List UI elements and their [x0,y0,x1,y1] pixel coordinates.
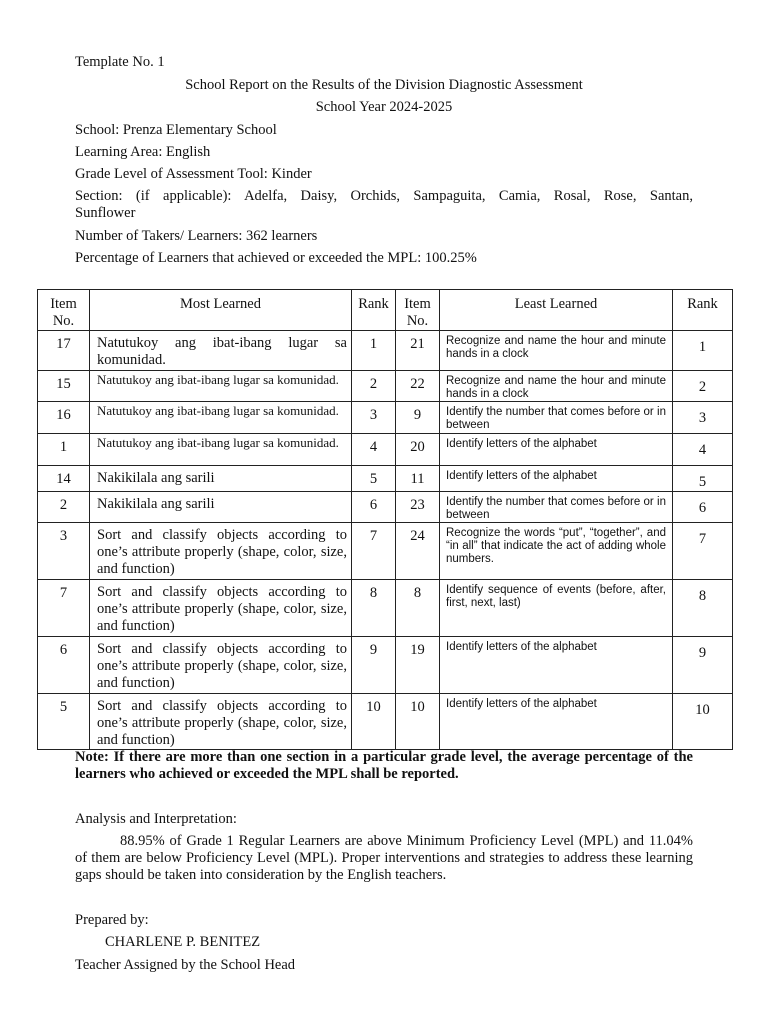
rank: 6 [673,492,733,523]
school-name: School: Prenza Elementary School [75,122,277,138]
most-learned-competency: Sort and classify objects according to one’s attribute properly (shape, color, size, and function) [90,580,352,637]
table-row [38,331,733,371]
item-number: 15 [38,371,90,402]
table-row [38,434,733,466]
most-learned-competency: Natutukoy ang ibat-ibang lugar sa komunidad. [90,402,352,434]
item-number: 5 [38,694,90,750]
item-number: 1 [38,434,90,466]
least-learned-competency: Identify letters of the alphabet [440,466,673,492]
rank: 10 [352,694,396,750]
rank: 9 [673,637,733,694]
header-rank-2: Rank [673,290,733,331]
rank: 9 [352,637,396,694]
rank: 8 [352,580,396,637]
table-row [38,523,733,580]
item-number: 17 [38,331,90,371]
item-number: 22 [396,371,440,402]
rank: 1 [352,331,396,371]
item-number: 7 [38,580,90,637]
least-learned-competency: Identify letters of the alphabet [440,694,673,750]
most-learned-competency: Sort and classify objects according to one’s attribute properly (shape, color, size, and function) [90,523,352,580]
header-least-learned: Least Learned [440,290,673,331]
mpl-note: Note: If there are more than one section in a particular grade level, the average percentage of the learners who achieved or exceeded the MPL shall be reported. [75,749,693,782]
most-learned-competency: Sort and classify objects according to one’s attribute properly (shape, color, size, and function) [90,637,352,694]
most-learned-competency: Nakikilala ang sarili [90,492,352,523]
item-number: 8 [396,580,440,637]
item-number: 23 [396,492,440,523]
most-learned-competency: Natutukoy ang ibat-ibang lugar sa komunidad. [90,331,352,371]
least-learned-competency: Identify letters of the alphabet [440,637,673,694]
analysis-body: 88.95% of Grade 1 Regular Learners are above Minimum Proficiency Level (MPL) and 11.04% of them are below Proficiency Level (MPL). Proper interventions and strategies to address these learning gaps should be taken into consideration by the English teachers. [75,833,693,883]
item-number: 16 [38,402,90,434]
least-learned-competency: Identify the number that comes before or in between [440,492,673,523]
most-learned-competency: Natutukoy ang ibat-ibang lugar sa komunidad. [90,434,352,466]
header-item-no: Item No. [38,290,90,331]
most-learned-competency: Sort and classify objects according to one’s attribute properly (shape, color, size, and function) [90,694,352,750]
rank: 1 [673,331,733,371]
item-number: 2 [38,492,90,523]
table-row [38,694,733,750]
rank: 5 [673,466,733,492]
rank: 6 [352,492,396,523]
rank: 8 [673,580,733,637]
prepared-by-label: Prepared by: [75,912,149,928]
school-year: School Year 2024-2025 [315,99,453,115]
rank: 2 [352,371,396,402]
most-learned-competency: Natutukoy ang ibat-ibang lugar sa komunidad. [90,371,352,402]
item-number: 9 [396,402,440,434]
least-learned-competency: Recognize the words “put”, “together”, and “in all” that indicate the act of adding whole numbers. [440,523,673,580]
header-rank: Rank [352,290,396,331]
item-number: 20 [396,434,440,466]
item-number: 10 [396,694,440,750]
table-row [38,371,733,402]
least-learned-competency: Identify letters of the alphabet [440,434,673,466]
item-number: 6 [38,637,90,694]
section-list: Section: (if applicable): Adelfa, Daisy, Orchids, Sampaguita, Camia, Rosal, Rose, Santan, [75,188,693,204]
table-row [38,466,733,492]
mpl-percentage: Percentage of Learners that achieved or exceeded the MPL: 100.25% [75,250,477,266]
item-number: 19 [396,637,440,694]
item-number: 11 [396,466,440,492]
preparer-role: Teacher Assigned by the School Head [75,957,296,973]
table-header-row [38,290,733,331]
grade-level: Grade Level of Assessment Tool: Kinder [75,166,312,182]
rank: 10 [673,694,733,750]
section-list-continued: Sunflower [75,205,136,221]
rank: 3 [673,402,733,434]
rank: 4 [673,434,733,466]
least-learned-competency: Recognize and name the hour and minute hands in a clock [440,371,673,402]
report-title: School Report on the Results of the Division Diagnostic Assessment [185,77,583,93]
analysis-heading: Analysis and Interpretation: [75,811,237,827]
rank: 7 [352,523,396,580]
learning-area: Learning Area: English [75,144,211,160]
preparer-name: CHARLENE P. BENITEZ [105,934,261,950]
least-learned-competency: Identify the number that comes before or in between [440,402,673,434]
template-number: Template No. 1 [75,54,165,70]
rank: 4 [352,434,396,466]
header-item-no-2: Item No. [396,290,440,331]
item-number: 3 [38,523,90,580]
item-number: 24 [396,523,440,580]
number-of-takers: Number of Takers/ Learners: 362 learners [75,228,318,244]
table-row [38,492,733,523]
results-table [37,289,733,750]
rank: 2 [673,371,733,402]
rank: 5 [352,466,396,492]
item-number: 14 [38,466,90,492]
least-learned-competency: Recognize and name the hour and minute hands in a clock [440,331,673,371]
rank: 3 [352,402,396,434]
rank: 7 [673,523,733,580]
table-row [38,637,733,694]
header-most-learned: Most Learned [90,290,352,331]
most-learned-competency: Nakikilala ang sarili [90,466,352,492]
least-learned-competency: Identify sequence of events (before, after, first, next, last) [440,580,673,637]
table-row [38,402,733,434]
table-row [38,580,733,637]
item-number: 21 [396,331,440,371]
